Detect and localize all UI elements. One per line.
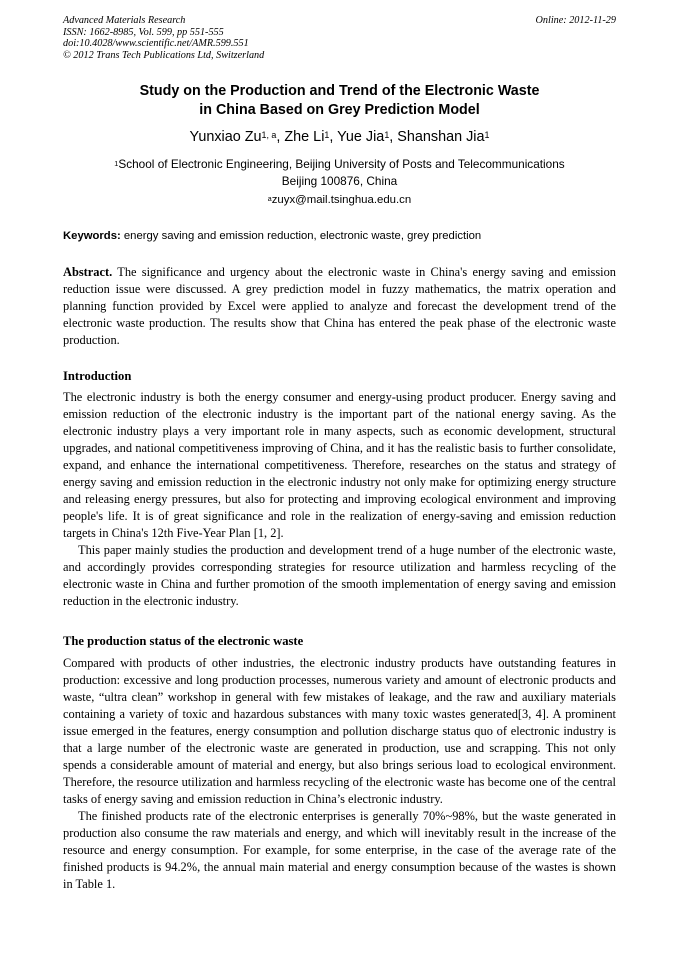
title-line-2: in China Based on Grey Prediction Model	[199, 102, 480, 118]
abstract	[63, 264, 616, 349]
paragraph: Compared with products of other industries, the electronic industry products have outstanding features in production: excessive and long production processes, numerous variety and amount of electronic products and waste, “ultra clean” workshop in general with few mistakes of leakage, and the raw and auxiliary materials containing a variety of toxic and hazardous substances with many toxic wastes generated[3, 4]. A prominent issue emerged in the features, energy consumption and pollution discharge status quo of electronic industry is that a large number of the electronic waste are generated in production, use and scrapping. This not only spends a considerable amount of material and energy, but also brings serious load to ecological environment. Therefore, the resource utilization and harmless recycling of the electronic waste has become one of the central tasks of energy saving and emission reduction in China’s electronic industry.	[63, 656, 616, 806]
affiliation-line-1	[63, 156, 616, 173]
paragraph: This paper mainly studies the production and development trend of a huge number of the electronic waste, and accordingly provides corresponding strategies for resource utilization and harmless recycling of the electronic waste in China and further promotion of the smooth implementation of energy saving and emission reduction in the electronic industry.	[63, 543, 616, 608]
email	[63, 193, 616, 208]
author-sup: 1	[384, 130, 390, 141]
author-sep: ,	[329, 129, 338, 145]
journal-name: Advanced Materials Research	[63, 15, 186, 26]
keywords-label: Keywords:	[63, 230, 121, 242]
abstract-text: The significance and urgency about the electronic waste in China's energy saving and emission reduction issue were discussed. A grey prediction model in fuzzy mathematics, the matrix operation and planning function provided by Excel were applied to analyze and forecast the development trend of the electronic waste production. The results show that China has entered the peak phase of the electronic waste production.	[63, 265, 616, 347]
section-heading-production: The production status of the electronic waste	[63, 634, 304, 648]
title-line-1: Study on the Production and Trend of the Electronic Waste	[139, 83, 540, 99]
abstract-label: Abstract.	[63, 265, 113, 279]
author-sup: 1, a	[261, 130, 277, 141]
section-heading-introduction: Introduction	[63, 369, 132, 383]
online-date: Online: 2012-11-29	[535, 15, 616, 26]
author-sup: 1	[324, 130, 330, 141]
author-name: Yunxiao Zu	[189, 129, 262, 145]
author-name: Zhe Li	[284, 129, 325, 145]
author-list	[63, 127, 616, 147]
section-introduction	[63, 389, 616, 610]
section-production	[63, 655, 616, 893]
journal-header	[63, 15, 264, 61]
keywords-text: energy saving and emission reduction, electronic waste, grey prediction	[120, 230, 482, 242]
affiliation-text: School of Electronic Engineering, Beijing University of Posts and Telecommunications	[118, 157, 565, 171]
author-name: Yue Jia	[337, 129, 385, 145]
paper-title	[63, 82, 616, 120]
affiliation-sup: 1	[114, 158, 119, 168]
author-sep: ,	[389, 129, 398, 145]
issn-line: ISSN: 1662-8985, Vol. 599, pp 551-555	[63, 26, 224, 38]
author-sep: ,	[276, 129, 285, 145]
paragraph: The finished products rate of the electronic enterprises is generally 70%~98%, but the waste generated in production also consume the raw materials and energy, and which will inevitably result in the increase of the resource and energy consumption. For example, for some enterprise, in the case of the average rate of the finished products is 94.2%, the annual main material and energy consumption because of the wastes is shown in Table 1.	[63, 809, 616, 891]
keywords	[63, 229, 616, 244]
author-name: Shanshan Jia	[397, 129, 485, 145]
affiliation-line-2: Beijing 100876, China	[281, 174, 398, 188]
paragraph: The electronic industry is both the energy consumer and energy-using product producer. Energy saving and emission reduction of the electronic industry is the important part of the national energy saving. As the electronic industry plays a very important role in many aspects, such as economic development, structural upgrades, and national competitiveness improving of China, and it has the realistic basis to further consolidate, expand, and enhance the international competitiveness. Therefore, researches on the status and strategy of energy saving and emission reduction in the electronic industry not only make for optimizing energy structure and releasing energy pressures, but also for protecting and improving ecological environment and improving people's life. It is of great significance and role in the realization of energy-saving and emission reduction targets in China's 12th Five-Year Plan [1, 2].	[63, 390, 616, 540]
affiliation	[63, 156, 616, 190]
author-sup: 1	[484, 130, 490, 141]
email-sup: a	[267, 195, 272, 203]
email-address: zuyx@mail.tsinghua.edu.cn	[271, 194, 412, 206]
copyright-line: © 2012 Trans Tech Publications Ltd, Switzerland	[63, 49, 265, 61]
doi-line: doi:10.4028/www.scientific.net/AMR.599.551	[63, 38, 249, 49]
